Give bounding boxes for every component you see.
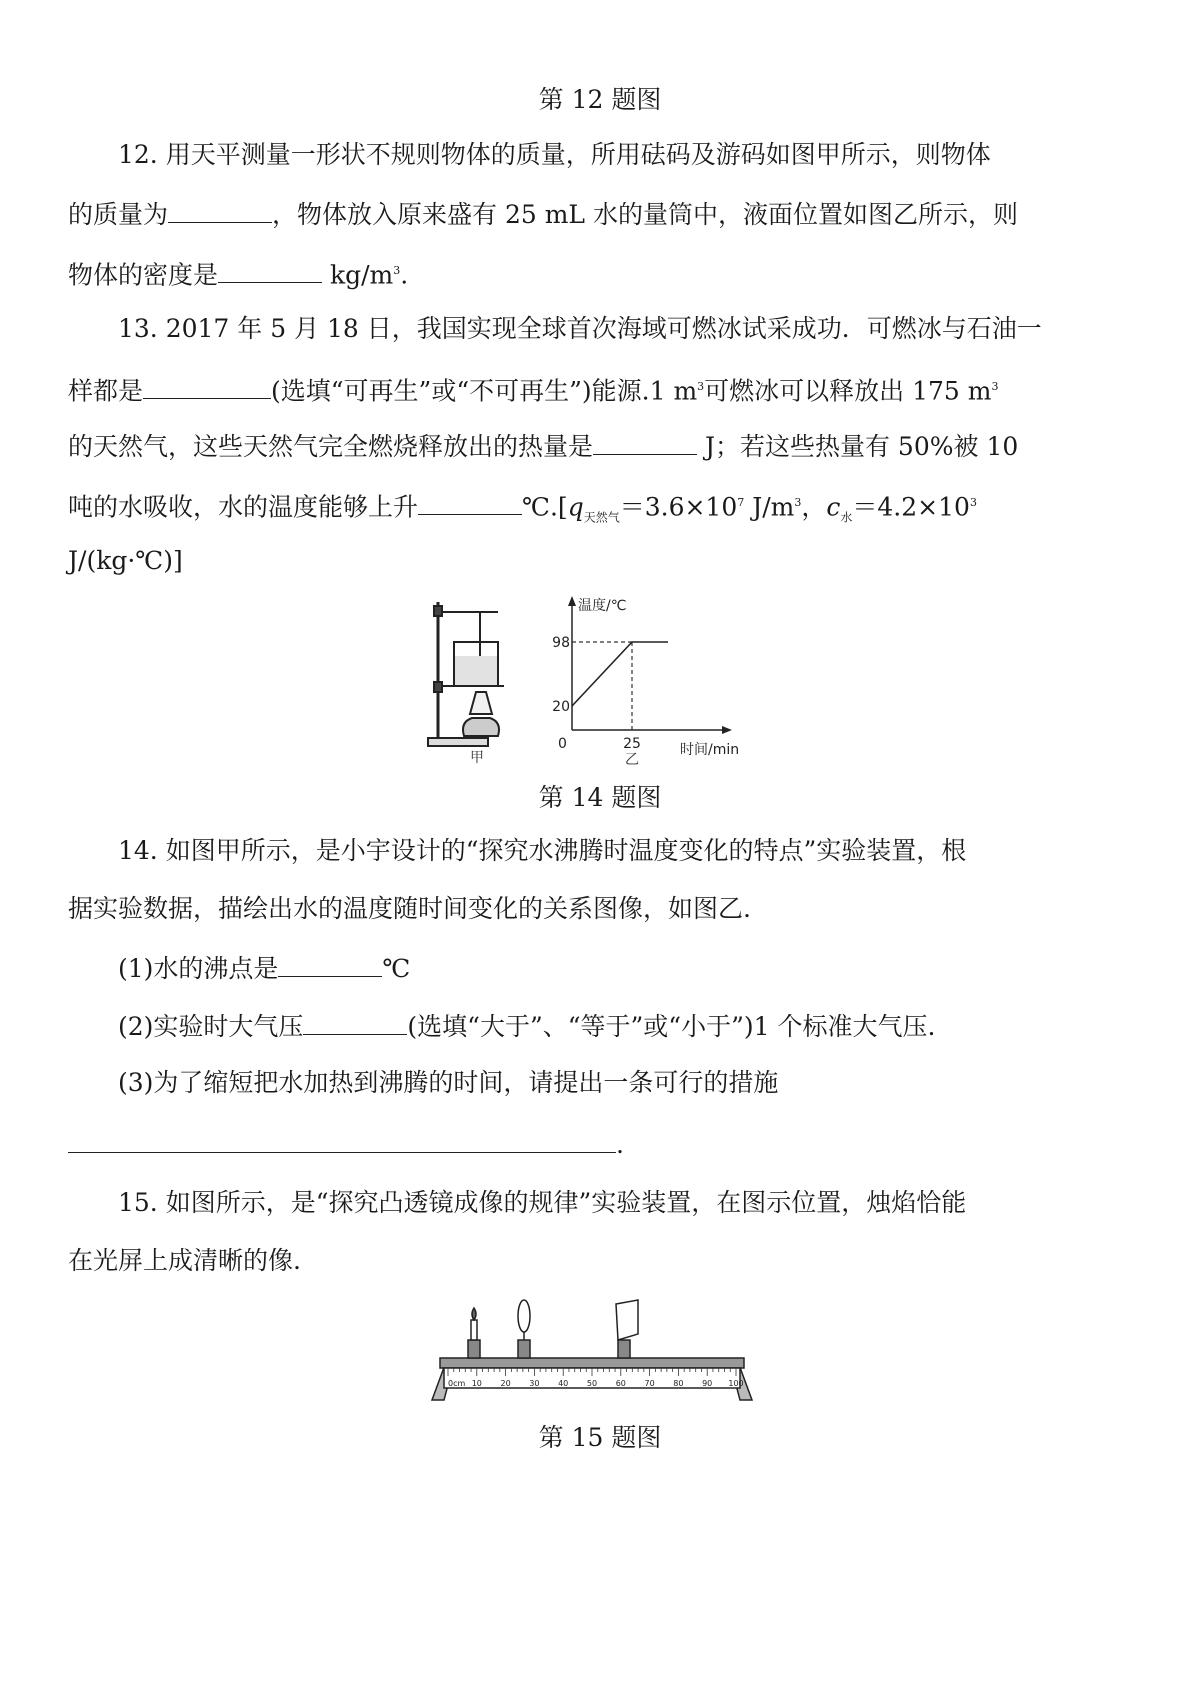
series-line [572, 642, 668, 706]
q15-line-1: 15. 如图所示，是“探究凸透镜成像的规律”实验装置，在图示位置，烛焰恰能 [118, 1188, 967, 1217]
q13-q-symbol: q [567, 492, 584, 522]
light-screen-icon [616, 1300, 638, 1340]
scale-label: 100 [728, 1379, 744, 1388]
x-axis-arrow [722, 726, 732, 734]
temperature-time-chart [552, 594, 756, 770]
lens-holder [518, 1340, 530, 1358]
q14-boiling-point-blank[interactable] [278, 950, 382, 977]
origin-label: 0 [558, 736, 567, 752]
q13-text: 样都是 [68, 376, 144, 406]
alcohol-lamp [463, 718, 499, 736]
scale-label: 60 [615, 1379, 626, 1388]
figure-15-caption: 第 15 题图 [538, 1423, 662, 1452]
q13-text: ＝3.6×10 [619, 492, 738, 522]
bench-rail [440, 1358, 744, 1368]
boiling-apparatus-diagram [420, 590, 540, 770]
candle-holder [468, 1340, 480, 1358]
stand-base [428, 738, 488, 746]
q14-text: . [616, 1130, 624, 1159]
q14-sub-2 [118, 1008, 935, 1044]
q12-line-3 [68, 254, 408, 292]
figure-14-caption: 第 14 题图 [538, 783, 662, 812]
q12-sup: 3 [393, 264, 401, 277]
q14-text: (2)实验时大气压 [118, 1012, 304, 1041]
water [455, 656, 497, 685]
q15-line-2: 在光屏上成清晰的像. [68, 1246, 301, 1275]
q13-sub: 水 [840, 510, 853, 525]
scale-label: 80 [673, 1379, 684, 1388]
q14-text: (1)水的沸点是 [118, 954, 279, 983]
q13-sup: 3 [991, 380, 999, 393]
q13-text: 的天然气，这些天然气完全燃烧释放出的热量是 [68, 432, 594, 461]
scale-label: 30 [529, 1379, 540, 1388]
q14-measure-blank[interactable] [68, 1126, 616, 1153]
q13-sup: 7 [737, 496, 745, 509]
q13-sup: 3 [697, 380, 705, 393]
q13-sub: 天然气 [583, 510, 620, 525]
q13-text: 吨的水吸收，水的温度能够上升 [68, 492, 419, 522]
q14-pressure-blank[interactable] [303, 1008, 407, 1035]
q14-sub-3-answer [68, 1126, 624, 1162]
scale-label: 50 [586, 1379, 598, 1388]
q13-sup: 3 [794, 496, 802, 509]
q13-line-1: 13. 2017 年 5 月 18 日，我国实现全球首次海域可燃冰试采成功．可燃冰与石油一 [118, 314, 1042, 343]
flame [470, 692, 492, 714]
q13-text: J/m [744, 492, 795, 522]
q12-text: 的质量为 [68, 200, 169, 229]
clamp-top [434, 606, 442, 616]
scale-label: 10 [471, 1379, 482, 1388]
y-axis-label: 温度/℃ [578, 598, 627, 614]
q13-temperature-blank[interactable] [418, 488, 522, 515]
x-tick-label: 25 [623, 736, 641, 752]
q12-line-2 [68, 196, 1018, 232]
figure-12-caption: 第 12 题图 [538, 85, 662, 114]
scale-label: 20 [500, 1379, 511, 1388]
convex-lens-icon [518, 1300, 530, 1332]
y-axis-arrow [568, 596, 576, 606]
y-tick-label: 98 [552, 635, 570, 651]
q13-text: (选填“可再生”或“不可再生”)能源.1 m [271, 376, 698, 406]
q12-text: . [400, 260, 409, 290]
q13-heat-blank[interactable] [593, 428, 697, 455]
label-jia: 甲 [470, 750, 484, 766]
q12-line-1: 12. 用天平测量一形状不规则物体的质量，所用砝码及游码如图甲所示，则物体 [118, 140, 991, 169]
label-yi: 乙 [625, 752, 639, 768]
q14-line-1: 14. 如图甲所示，是小宇设计的“探究水沸腾时温度变化的特点”实验装置，根 [118, 836, 967, 865]
q13-c-symbol: c [826, 492, 841, 522]
ring-clamp [434, 682, 442, 692]
q14-sub-1 [118, 950, 410, 986]
q12-density-blank[interactable] [218, 256, 322, 283]
scale-label: 0cm [448, 1379, 466, 1388]
y-tick-label: 20 [552, 699, 570, 715]
x-axis-label: 时间/min [680, 742, 740, 758]
q12-text: 物体的密度是 [68, 260, 219, 290]
q14-text: (选填“大于”、“等于”或“小于”)1 个标准大气压. [407, 1012, 936, 1041]
q13-line-4 [68, 486, 977, 534]
scale-label: 40 [558, 1379, 569, 1388]
q13-text: ℃.[ [522, 492, 568, 522]
q12-text: kg/m [322, 260, 394, 290]
q13-text: ， [801, 492, 827, 522]
flame-icon [472, 1308, 476, 1320]
q13-energy-type-blank[interactable] [143, 372, 271, 399]
q14-sub-3: (3)为了缩短把水加热到沸腾的时间，请提出一条可行的措施 [118, 1068, 779, 1097]
q13-text: 可燃冰可以释放出 175 m [704, 376, 992, 406]
scale-label: 70 [644, 1379, 655, 1388]
q13-line-3 [68, 428, 1018, 464]
q14-text: ℃ [382, 954, 411, 983]
q13-text: J；若这些热量有 50%被 10 [697, 432, 1019, 461]
q14-line-2: 据实验数据，描绘出水的温度随时间变化的关系图像，如图乙. [68, 894, 751, 923]
q13-text: ＝4.2×10 [852, 492, 970, 522]
scale-label: 90 [702, 1379, 713, 1388]
q13-line-5: J/(kg·℃)] [68, 546, 183, 575]
q12-text: ，物体放入原来盛有 25 mL 水的量筒中，液面位置如图乙所示，则 [272, 200, 1018, 229]
screen-holder [618, 1340, 630, 1358]
q12-mass-blank[interactable] [168, 196, 272, 223]
q13-sup: 3 [969, 496, 977, 509]
optical-bench-diagram [424, 1300, 760, 1410]
q13-line-2 [68, 370, 998, 408]
candle-icon [471, 1320, 477, 1340]
